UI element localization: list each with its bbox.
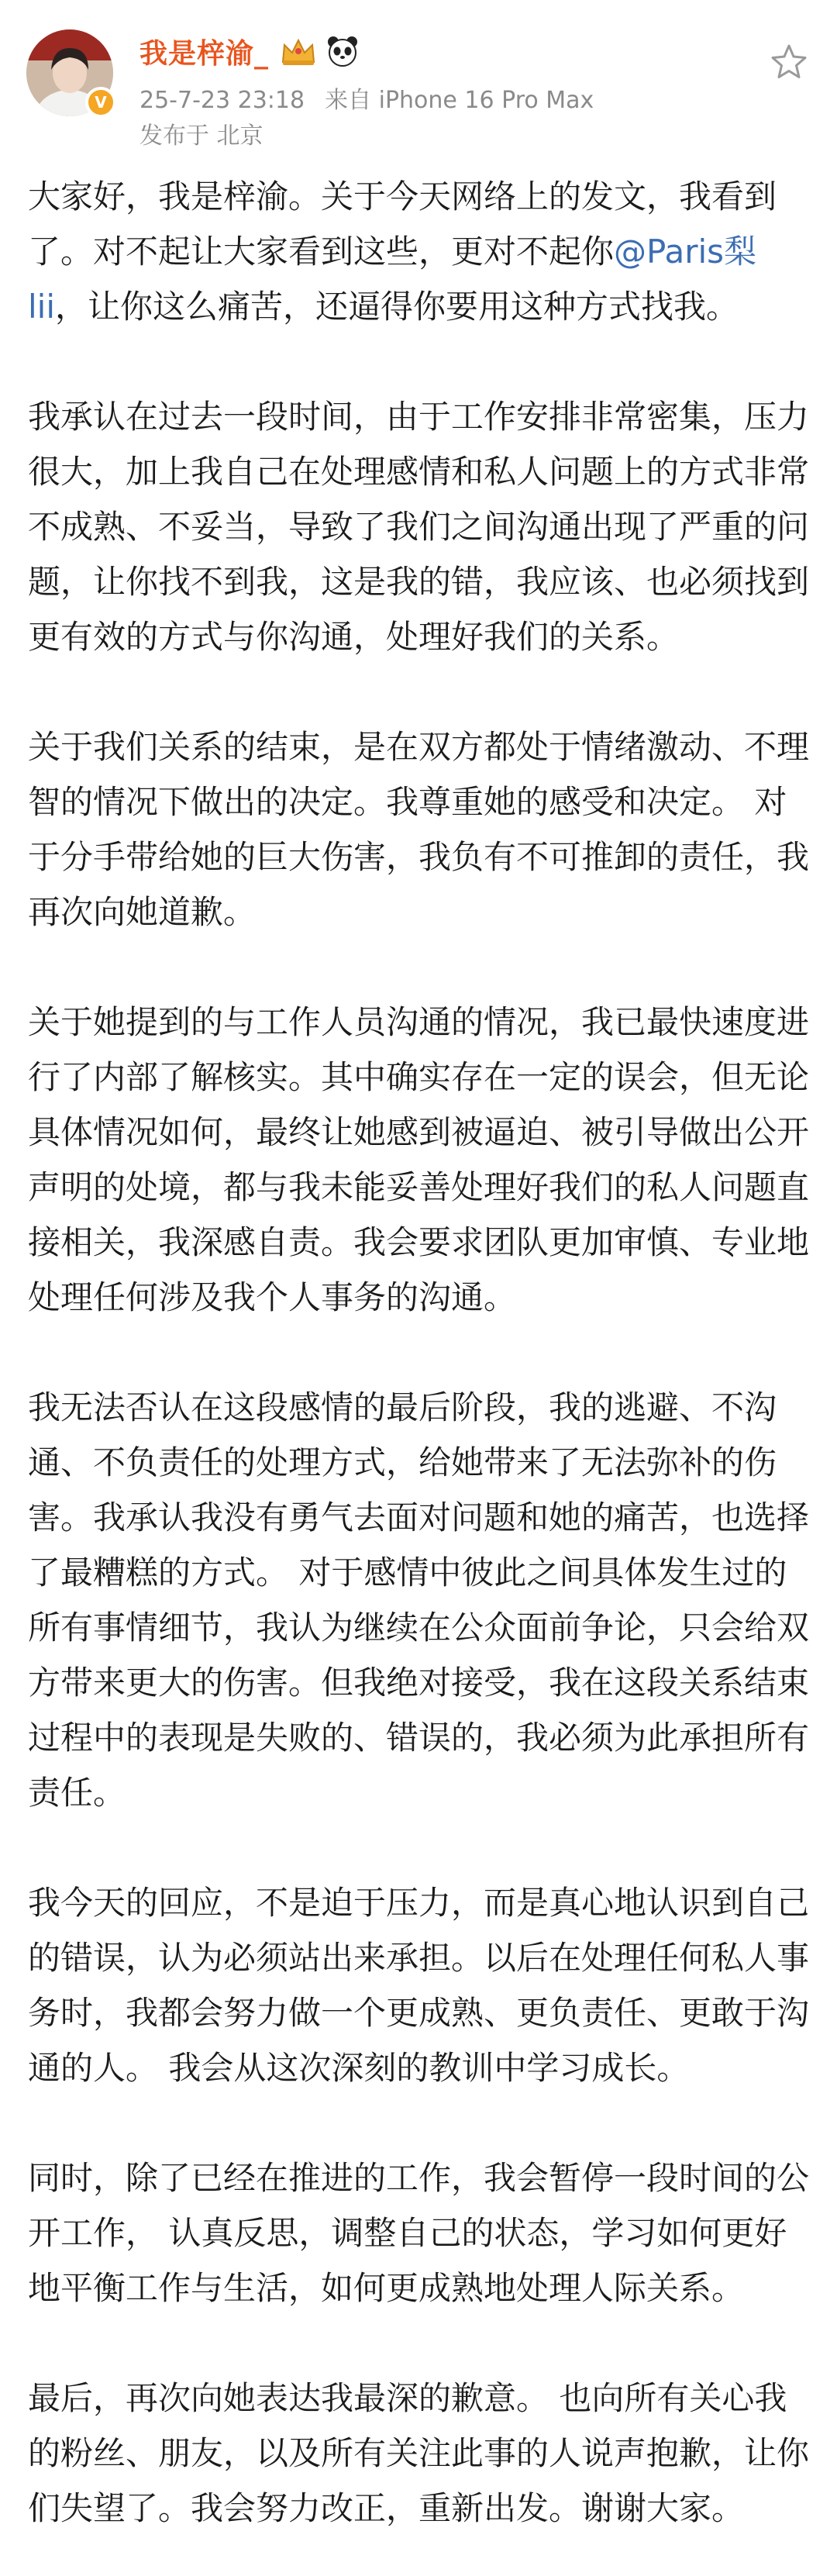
post-paragraph bbox=[28, 169, 811, 334]
post-location: 发布于 北京 bbox=[140, 122, 264, 150]
post-paragraph: 关于我们关系的结束，是在双方都处于情绪激动、不理智的情况下做出的决定。我尊重她的感受和决定。 对于分手带给她的巨大伤害，我负有不可推卸的责任，我再次向她道歉。 bbox=[28, 728, 810, 931]
crown-emoji-icon bbox=[280, 36, 317, 67]
post-paragraph: 关于她提到的与工作人员沟通的情况，我已最快速度进行了内部了解核实。其中确实存在一定的误会，但无论具体情况如何，最终让她感到被逼迫、被引导做出公开声明的处境，都与我未能妥善处理好我们的私人问题直接相关，我深感自责。我会要求团队更加审慎、专业地处理任何涉及我个人事务的沟通。 bbox=[28, 1003, 810, 1316]
post-body bbox=[28, 169, 811, 2536]
paragraph-text: 大家好，我是梓渝。关于今天网络上的发文，我看到了。对不起让大家看到这些，更对不起你 bbox=[28, 178, 777, 271]
post-paragraph: 同时，除了已经在推进的工作，我会暂停一段时间的公开工作， 认真反思，调整自己的状态，学习如何更好地平衡工作与生活，如何更成熟地处理人际关系。 bbox=[28, 2159, 810, 2307]
post-paragraph: 我承认在过去一段时间，由于工作安排非常密集，压力很大，加上我自己在处理感情和私人问题上的方式非常不成熟、不妥当，导致了我们之间沟通出现了严重的问题，让你找不到我，这是我的错，我应该、也必须找到更有效的方式与你沟通，处理好我们的关系。 bbox=[28, 398, 810, 656]
panda-emoji-icon bbox=[326, 35, 359, 67]
post-paragraph: 我无法否认在这段感情的最后阶段，我的逃避、不沟通、不负责任的处理方式，给她带来了无法弥补的伤害。我承认我没有勇气去面对问题和她的痛苦，也选择了最糟糕的方式。 对于感情中彼此之间具体发生过的所有事情细节，我认为继续在公众面前争论，只会给双方带来更大的伤害。但我绝对接受，我在这段关系结束过程中的表现是失败的、错误的，我必须为此承担所有责任。 bbox=[28, 1388, 810, 1812]
mention-link[interactable]: @Paris梨lii bbox=[28, 233, 757, 326]
post-paragraph: 我今天的回应，不是迫于压力，而是真心地认识到自己的错误，认为必须站出来承担。以后在处理任何私人事务时，我都会努力做一个更成熟、更负责任、更敢于沟通的人。 我会从这次深刻的教训中学习成长。 bbox=[28, 1884, 810, 2087]
paragraph-text: ，让你这么痛苦，还逼得你要用这种方式找我。 bbox=[55, 288, 739, 326]
post-meta bbox=[140, 81, 594, 115]
post-header bbox=[0, 0, 837, 155]
post-source: 来自 iPhone 16 Pro Max bbox=[325, 87, 594, 114]
favorite-star-icon[interactable] bbox=[769, 42, 809, 82]
post-datetime: 25-7-23 23:18 bbox=[140, 87, 305, 114]
verified-badge-icon: V bbox=[85, 87, 116, 118]
post-paragraph: 最后，再次向她表达我最深的歉意。 也向所有关心我的粉丝、朋友，以及所有关注此事的人说声抱歉，让你们失望了。我会努力改正，重新出发。谢谢大家。 bbox=[28, 2379, 810, 2527]
username[interactable]: 我是梓渝_ bbox=[140, 37, 270, 70]
